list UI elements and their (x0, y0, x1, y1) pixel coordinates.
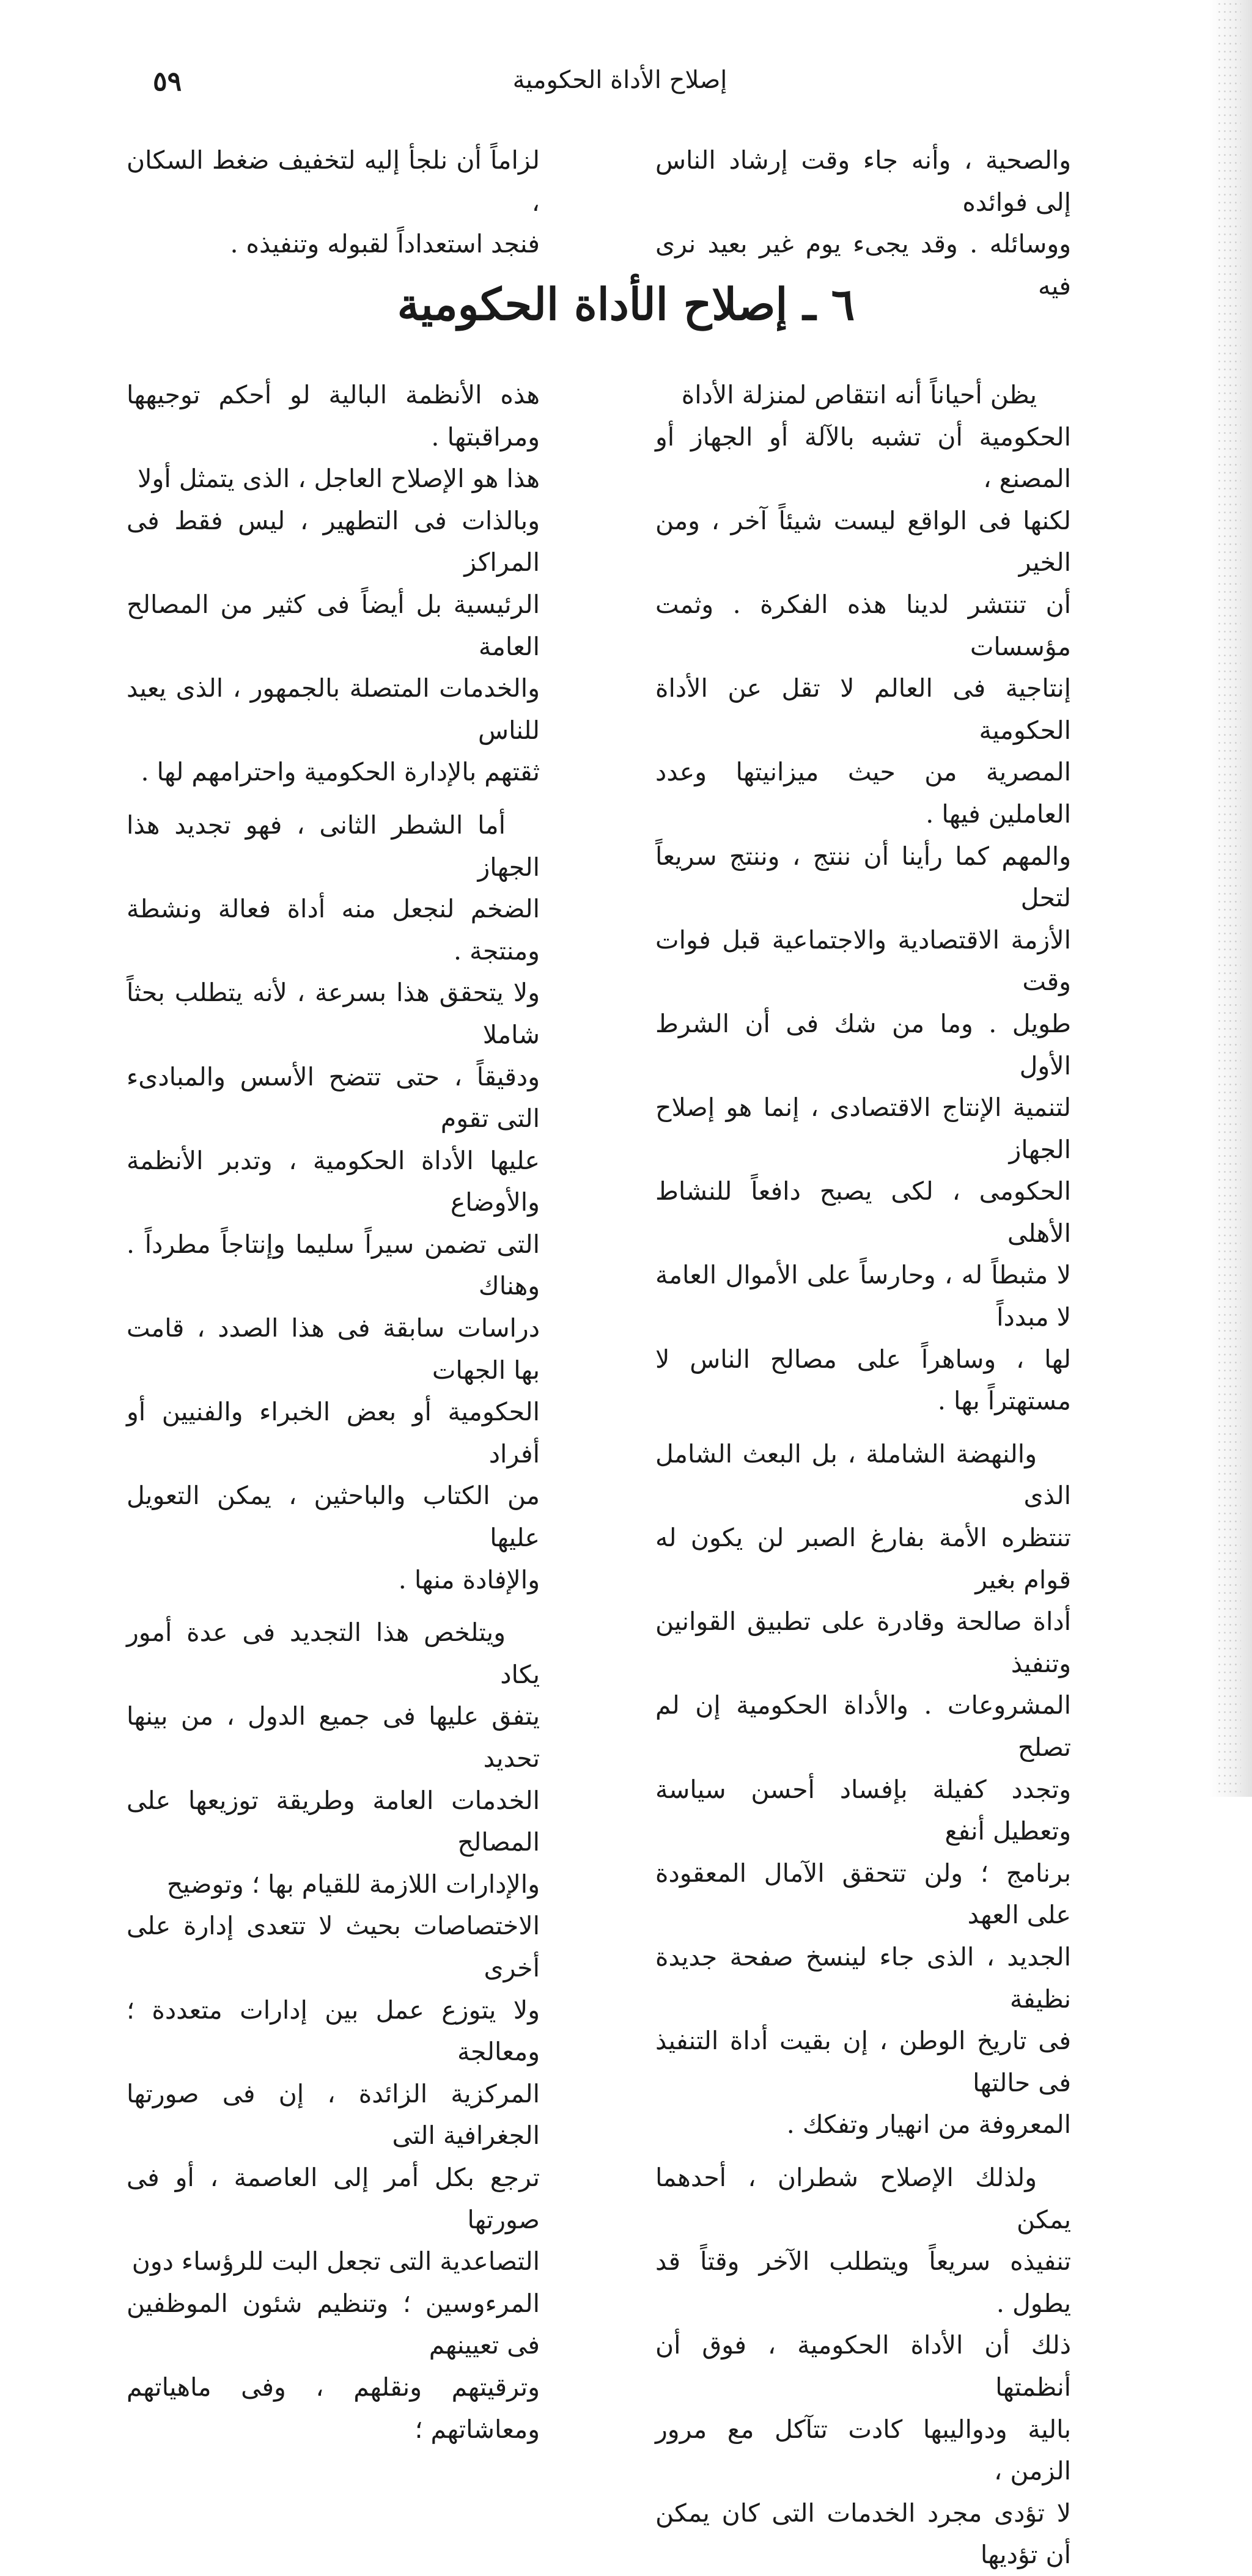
text-line: من الكتاب والباحثين ، يمكن التعويل عليها (127, 1481, 540, 1553)
text-line: والنهضة الشاملة ، بل البعث الشامل الذى (655, 1439, 1071, 1511)
text-line: الحكومية أو بعض الخبراء والفنيين أو أفراد (127, 1397, 540, 1469)
text-line: ويتلخص هذا التجديد فى عدة أمور يكاد (127, 1618, 540, 1689)
text-line: والمهم كما رأينا أن ننتج ، وننتج سريعاً لتحل (655, 841, 1071, 913)
text-line: لزاماً أن نلجأ إليه لتخفيف ضغط السكان ، (127, 145, 540, 217)
text-line: لا مثبطاً له ، وحارساً على الأموال العامة لا مبدداً (655, 1260, 1071, 1332)
text-line: المعروفة من انهيار وتفكك . (786, 2110, 1071, 2140)
text-line: طويل . وما من شك فى أن الشرط الأول (655, 1008, 1071, 1081)
text-line: الاختصاصات بحيث لا تتعدى إدارة على أخرى (127, 1911, 540, 1983)
section-title: ٦ ـ إصلاح الأداة الحكومية (397, 278, 855, 330)
text-line: والصحية ، وأنه جاء وقت إرشاد الناس إلى فوائده (655, 145, 1071, 217)
top-left-column (127, 139, 540, 265)
text-line: إنتاجية فى العالم لا تقل عن الأداة الحكومية (655, 673, 1071, 745)
text-line: التصاعدية التى تجعل البت للرؤساء دون (131, 2247, 540, 2277)
text-line: عليها الأداة الحكومية ، وتدبر الأنظمة والأوضاع (127, 1145, 540, 1217)
text-line: الحكومى ، لكى يصبح دافعاً للنشاط الأهلى (655, 1176, 1071, 1248)
left-column (127, 374, 540, 2450)
text-line: دراسات سابقة فى هذا الصدد ، قامت بها الجهات (127, 1313, 540, 1385)
running-header (128, 66, 1111, 103)
page-edge-texture (1217, 0, 1241, 1797)
text-line: والإدارات اللازمة للقيام بها ؛ وتوضيح (166, 1869, 540, 1899)
text-line: المركزية الزائدة ، إن فى صورتها الجغرافية التى (127, 2079, 540, 2151)
text-line: التى تضمن سيراً سليما وإنتاجاً مطرداً . وهناك (127, 1229, 540, 1301)
text-line: المصرية من حيث ميزانيتها وعدد العاملين فيها . (655, 757, 1071, 829)
text-line: ذلك أن الأداة الحكومية ، فوق أن أنظمتها (655, 2330, 1071, 2402)
text-line: لها ، وساهراً على مصالح الناس لا مستهتراً بها . (655, 1344, 1071, 1416)
text-line: ترجع بكل أمر إلى العاصمة ، أو فى صورتها (127, 2162, 540, 2234)
text-line: والخدمات المتصلة بالجمهور ، الذى يعيد للناس (127, 673, 540, 745)
text-line: يتفق عليها فى جميع الدول ، من بينها تحديد (127, 1701, 540, 1773)
text-line: تنتظره الأمة بفارغ الصبر لن يكون له قوام بغير (655, 1523, 1071, 1594)
text-line: ودقيقاً ، حتى تتضح الأسس والمبادىء التى تقوم (127, 1062, 540, 1134)
text-line: لا تؤدى مجرد الخدمات التى كان يمكن أن تؤديها (655, 2498, 1071, 2570)
text-line: برنامج ؛ ولن تتحقق الآمال المعقودة على العهد (655, 1858, 1071, 1930)
text-line: فنجد استعداداً لقبوله وتنفيذه . (230, 229, 540, 259)
text-line: الحكومية أن تشبه بالآلة أو الجهاز أو المصنع ، (655, 422, 1071, 494)
text-line: ثقتهم بالإدارة الحكومية واحترامهم لها . (141, 757, 540, 787)
text-line: الرئيسية بل أيضاً فى كثير من المصالح العامة (127, 589, 540, 661)
text-line: وترقيتهم ونقلهم ، وفى ماهياتهم ومعاشاتهم ؛ (127, 2372, 540, 2444)
text-line: هذه الأنظمة البالية لو أحكم توجيهها ومراقبتها . (127, 380, 540, 452)
text-line: بالية ودواليبها كادت تتآكل مع مرور الزمن ، (655, 2414, 1071, 2486)
text-line: أما الشطر الثانى ، فهو تجديد هذا الجهاز (127, 810, 540, 882)
text-line: أن تنتشر لدينا هذه الفكرة . وثمت مؤسسات (655, 589, 1071, 661)
text-line: المرءوسين ؛ وتنظيم شئون الموظفين فى تعيينهم (127, 2288, 540, 2360)
text-line: ووسائله . وقد يجىء يوم غير بعيد نرى فيه (655, 229, 1071, 301)
text-line: وبالذات فى التطهير ، ليس فقط فى المراكز (127, 505, 540, 578)
text-line: هذا هو الإصلاح العاجل ، الذى يتمثل أولا (138, 464, 540, 494)
text-line: تنفيذه سريعاً ويتطلب الآخر وقتاً قد يطول . (655, 2247, 1071, 2318)
running-title: إصلاح الأداة الحكومية (512, 66, 727, 94)
text-line: وتجدد كفيلة بإفساد أحسن سياسة وتعطيل أنفع (655, 1774, 1071, 1846)
text-line: المشروعات . والأداة الحكومية إن لم تصلح (655, 1690, 1071, 1762)
text-line: الضخم لنجعل منه أداة فعالة ونشطة ومنتجة . (127, 894, 540, 966)
text-line: فى تاريخ الوطن ، إن بقيت أداة التنفيذ فى حالتها (655, 2026, 1071, 2097)
text-line: يظن أحياناً أنه انتقاص لمنزلة الأداة (681, 380, 1037, 409)
text-line: لكنها فى الواقع ليست شيئاً آخر ، ومن الخير (655, 505, 1071, 578)
text-line: ولذلك الإصلاح شطران ، أحدهما يمكن (655, 2162, 1071, 2234)
text-line: الأزمة الاقتصادية والاجتماعية قبل فوات وقت (655, 925, 1071, 997)
text-line: والإفادة منها . (398, 1565, 540, 1594)
text-line: أداة صالحة وقادرة على تطبيق القوانين وتنفيذ (655, 1607, 1071, 1678)
text-line: الجديد ، الذى جاء لينسخ صفحة جديدة نظيفة (655, 1942, 1071, 2014)
right-column (655, 374, 1071, 2576)
text-line: ولا يتحقق هذا بسرعة ، لأنه يتطلب بحثاً شاملا (127, 978, 540, 1049)
page-number: ٥٩ (153, 66, 182, 97)
text-line: لتنمية الإنتاج الاقتصادى ، إنما هو إصلاح الجهاز (655, 1093, 1071, 1164)
text-line: الخدمات العامة وطريقة توزيعها على المصالح (127, 1785, 540, 1857)
text-line: ولا يتوزع عمل بين إدارات متعددة ؛ ومعالجة (127, 1995, 540, 2067)
